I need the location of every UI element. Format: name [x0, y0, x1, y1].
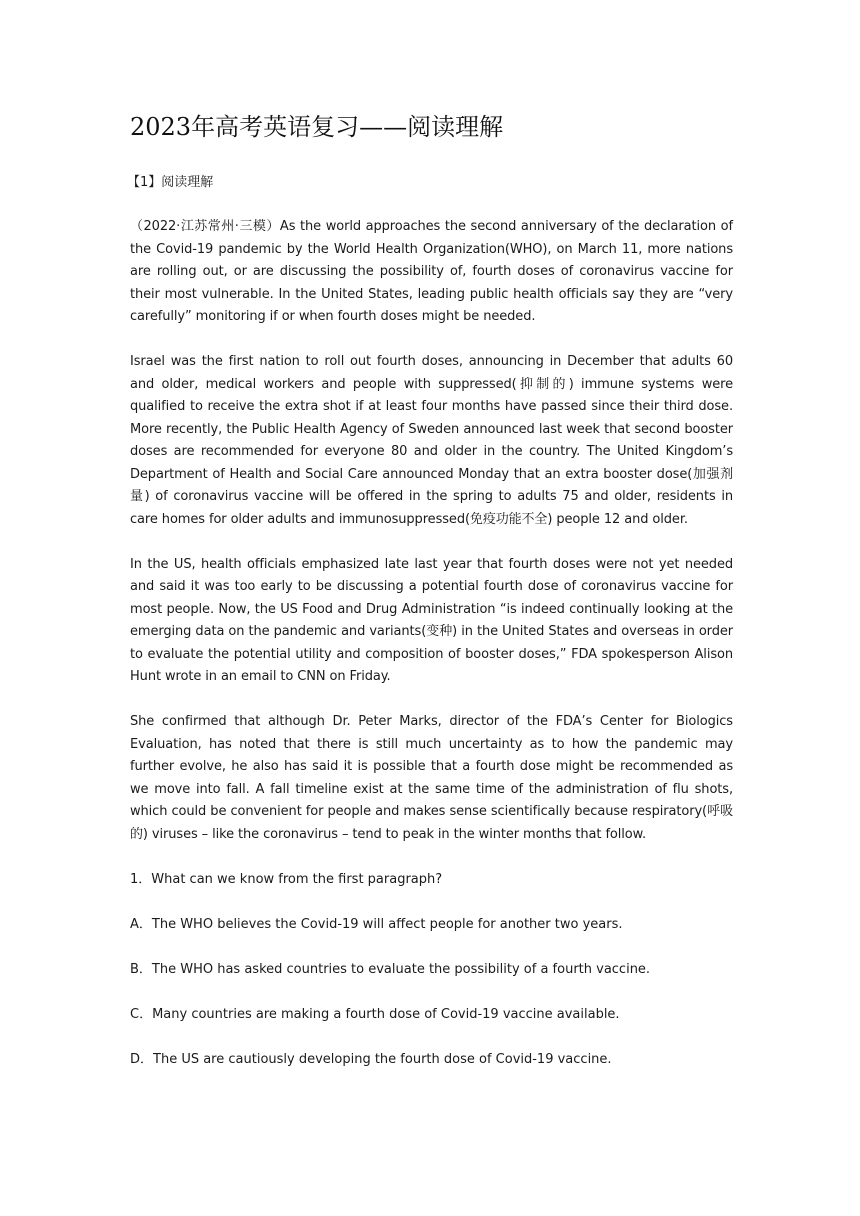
answer-option-a: A．The WHO believes the Covid-19 will affect people for another two years.	[130, 916, 623, 932]
answer-option-d: D．The US are cautiously developing the fourth dose of Covid-19 vaccine.	[130, 1051, 612, 1067]
question-stem: 1．What can we know from the first paragraph?	[130, 871, 443, 887]
passage-paragraph-2: Israel was the first nation to roll out fourth doses, announcing in December that adults 60 and older, medical workers and people with suppressed(抑制的) immune systems were qualified to receive the extra shot if at least four months have passed since their third dose. More recently, the Public Health Agency of Sweden announced last week that second booster doses are recommended for everyone 80 and older in the country. The United Kingdom’s Department of Health and Social Care announced Monday that an extra booster dose(加强剂量) of coronavirus vaccine will be offered in the spring to adults 75 and older, residents in care homes for older adults and immunosuppressed(免疫功能不全) people 12 and older.	[130, 354, 733, 527]
passage-paragraph-1: （2022·江苏常州·三模）As the world approaches the second anniversary of the declaration of the Covid-19 pandemic by the World Health Organization(WHO), on March 11, more nations are rolling out, or are discussing the possibility of, fourth doses of coronavirus vaccine for their most vulnerable. In the United States, leading public health officials say they are “very carefully” monitoring if or when fourth doses might be needed.	[130, 219, 733, 324]
passage-paragraph-3: In the US, health officials emphasized late last year that fourth doses were not yet needed and said it was too early to be discussing a potential fourth dose of coronavirus vaccine for most people. Now, the US Food and Drug Administration “is indeed continually looking at the emerging data on the pandemic and variants(变种) in the United States and overseas in order to evaluate the potential utility and composition of booster doses,” FDA spokesperson Alison Hunt wrote in an email to CNN on Friday.	[130, 556, 733, 684]
document-title: 2023年高考英语复习——阅读理解	[130, 113, 504, 141]
answer-option-b: B．The WHO has asked countries to evaluate the possibility of a fourth vaccine.	[130, 961, 651, 977]
section-label: 【1】阅读理解	[127, 175, 214, 190]
passage-paragraph-4: She confirmed that although Dr. Peter Marks, director of the FDA’s Center for Biologics Evaluation, has noted that there is still much uncertainty as to how the pandemic may further evolve, he also has said it is possible that a fourth dose might be recommended as we move into fall. A fall timeline exist at the same time of the administration of flu shots, which could be convenient for people and makes sense scientifically because respiratory(呼吸的) viruses – like the coronavirus – tend to peak in the winter months that follow.	[130, 714, 733, 842]
answer-option-c: C．Many countries are making a fourth dose of Covid-19 vaccine available.	[130, 1006, 620, 1022]
document-body	[130, 216, 733, 1094]
